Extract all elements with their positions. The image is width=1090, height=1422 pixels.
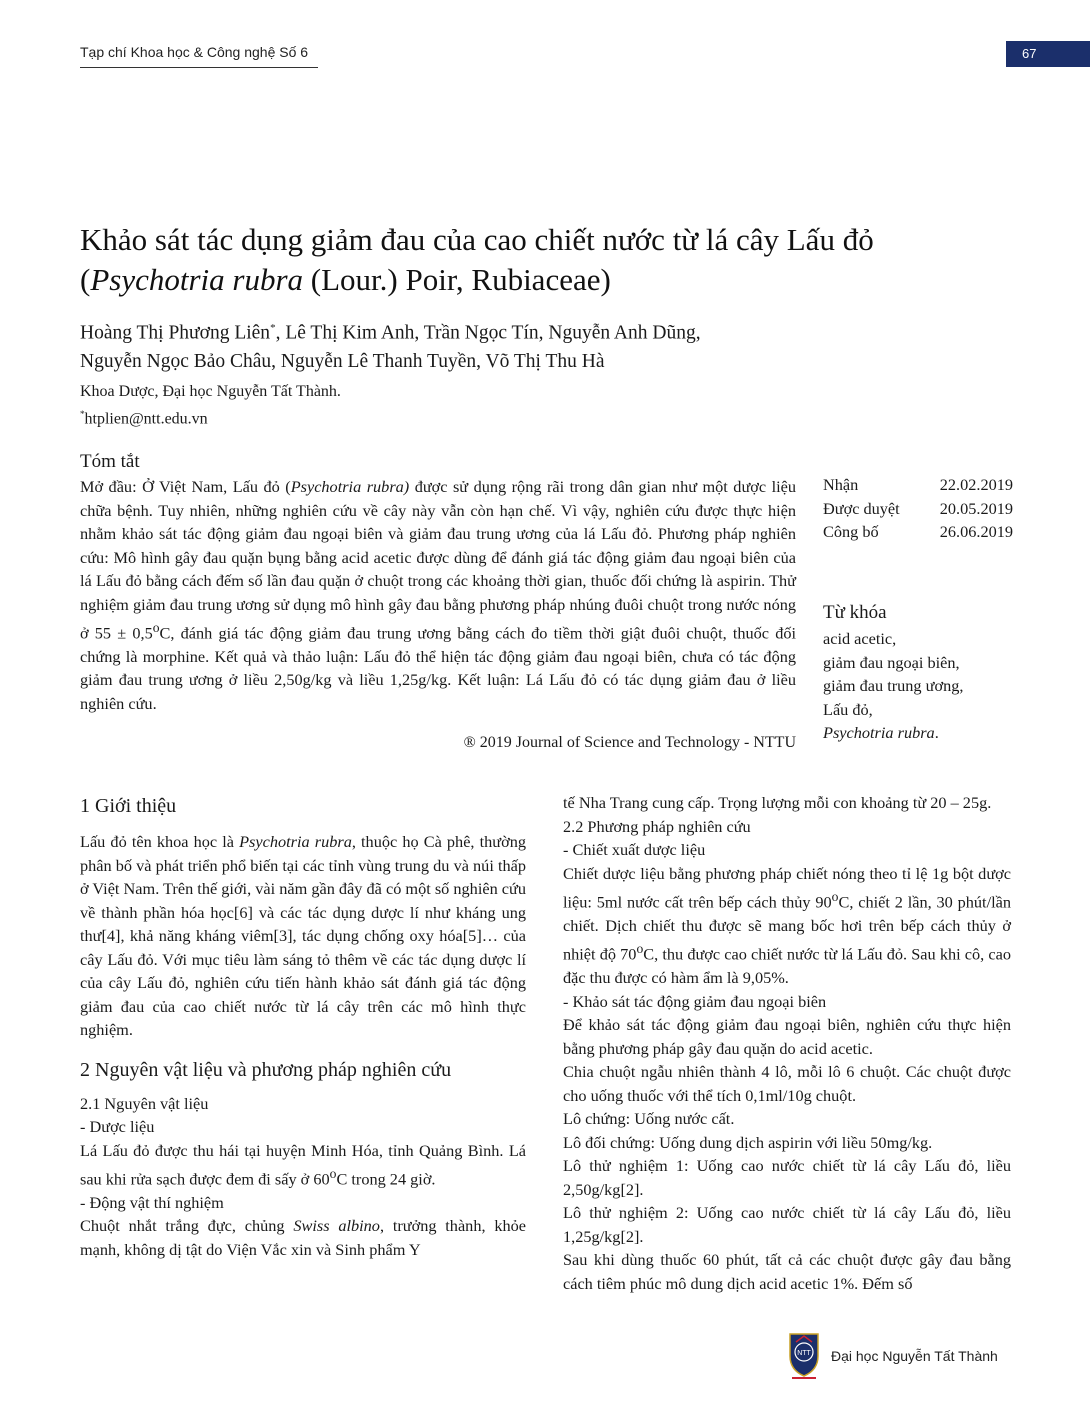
continued-paragraph: tế Nha Trang cung cấp. Trọng lượng mỗi con khoảng từ 20 – 25g. <box>563 793 992 812</box>
author-line-2: Nguyễn Ngọc Bảo Châu, Nguyễn Lê Thanh Tuyền, Võ Thị Thu Hà <box>80 350 605 372</box>
institution: Khoa Dược, Đại học Nguyễn Tất Thành. <box>80 383 341 400</box>
header-rule <box>80 67 318 68</box>
herb-paragraph: Lá Lấu đỏ được thu hái tại huyện Minh Hóa, tỉnh Quảng Bình. Lá sau khi rửa sạch được đem đi sấy ở 60$^o$C trong 24 giờ. <box>80 1140 526 1189</box>
extract-paragraph: Chiết dược liệu bằng phương pháp chiết nóng theo tỉ lệ 1g bột dược liệu: 5ml nước cất trên bếp cách thủy 90$^o$C, chiết 2 lần, 30 phút/lần chiết. Dịch chiết thu được sẽ mang bốc hơi trên bếp cách thủy ở nhiệt độ 70$^o$C, thu được cao chiết nước từ lá Lấu đỏ. Sau khi cô, cao đặc thu được có hàm ẩm là 9,05%. <box>563 863 1011 988</box>
list-item: - Khảo sát tác động giảm đau ngoại biên <box>563 991 827 1011</box>
section-heading-intro: 1 Giới thiệu <box>80 795 177 817</box>
procedure-paragraph: Sau khi dùng thuốc 60 phút, tất cả các chuột được gây đau bằng cách tiêm phúc mô dung dịch acid acetic 1%. Đếm số <box>563 1250 1011 1293</box>
article-title <box>80 220 1010 300</box>
author-list <box>80 314 980 376</box>
group-control: Lô chứng: Uống nước cất. <box>563 1109 735 1129</box>
university-logo-icon <box>784 1330 824 1380</box>
keywords-list <box>823 627 963 745</box>
left-column <box>80 792 526 1261</box>
keyword: Psychotria rubra. <box>823 723 939 742</box>
right-column <box>563 791 1011 1295</box>
keyword: giảm đau trung ương, <box>823 676 964 695</box>
groups-paragraph: Chia chuột ngẫu nhiên thành 4 lô, mỗi lô 6 chuột. Các chuột được cho uống thuốc với thể tích 0,1ml/10g chuột. <box>563 1062 1011 1105</box>
subsection-heading: 2.2 Phương pháp nghiên cứu <box>563 816 751 836</box>
abstract-heading: Tóm tắt <box>80 451 140 472</box>
date-received: Nhận 22.02.2019 <box>823 475 1013 494</box>
copyright-line: ® 2019 Journal of Science and Technology - NTTU <box>463 734 796 751</box>
date-published: Công bố 26.06.2019 <box>823 522 1013 541</box>
group-test-2: Lô thử nghiệm 2: Uống cao nước chiết từ lá cây Lấu đỏ, liều 1,25g/kg[2]. <box>563 1203 1011 1246</box>
survey-paragraph: Để khảo sát tác động giảm đau ngoại biên, nghiên cứu thực hiện bằng phương pháp gây đau quặn do acid acetic. <box>563 1015 1011 1058</box>
intro-paragraph: Lấu đỏ tên khoa học là Psychotria rubra, thuộc họ Cà phê, thường phân bố và phát triển phổ biến tại các tỉnh vùng trung du và núi thấp ở Việt Nam. Trên thế giới, vài năm gần đây đã có một số nghiên cứu về thành phần hóa học[6] và các tác dụng dược lí như kháng ung thư[4], khả năng kháng viêm[3], tác dụng chống oxy hóa[5]… của cây Lấu đỏ. Với mục tiêu làm sáng tỏ thêm về các tác dụng dược lí của cây Lấu đỏ, nghiên cứu tiến hành khảo sát đánh giá tác động giảm đau của cao chiết nước từ lá cây trên các mô hình thực nghiệm. <box>80 832 526 1039</box>
title-line-1: Khảo sát tác dụng giảm đau của cao chiết nước từ lá cây Lấu đỏ <box>80 222 874 257</box>
page-number: 67 <box>1006 41 1090 67</box>
list-item: - Động vật thí nghiệm <box>80 1192 224 1212</box>
group-reference: Lô đối chứng: Uống dung dịch aspirin với liều 50mg/kg. <box>563 1132 933 1152</box>
subsection-heading: 2.1 Nguyên vật liệu <box>80 1093 209 1113</box>
keyword: acid acetic, <box>823 629 897 648</box>
logo-text: NTT <box>797 1350 811 1357</box>
keyword: Lấu đỏ, <box>823 699 873 719</box>
journal-name: Tạp chí Khoa học & Công nghệ Số 6 <box>80 44 309 60</box>
title-species: Psychotria rubra <box>90 262 304 297</box>
abstract-species: Psychotria rubra) <box>290 477 410 496</box>
author-line-1: Hoàng Thị Phương Liên*, Lê Thị Kim Anh, Trần Ngọc Tín, Nguyễn Anh Dũng, <box>80 322 701 344</box>
abstract-body: Mở đầu: Ở Việt Nam, Lấu đỏ (Psychotria rubra) được sử dụng rộng rãi trong dân gian như một dược liệu chữa bệnh. Tuy nhiên, những nghiên cứu về cây này vẫn còn hạn chế. Vì vậy, nghiên cứu được thực hiện nhằm khảo sát tác động giảm đau ngoại biên và giảm đau trung ương của lá Lấu đỏ. Phương pháp nghiên cứu: Mô hình gây đau quặn bụng bằng acid acetic được dùng để đánh giá tác động giảm đau ngoại biên của lá Lấu đỏ bằng cách đếm số lần đau quặn ở chuột trong các khoảng thời gian, thuốc đối chứng là aspirin. Thử nghiệm giảm đau trung ương sử dụng mô hình gây đau bằng phương pháp nhúng đuôi chuột trong nước nóng ở $55 \pm 0,5^oC$, đánh giá tác động giảm đau trung ương bằng cách đo tiềm thời giật đuôi chuột, thuốc đối chứng là morphine. Kết quả và thảo luận: Lấu đỏ thể hiện tác động giảm đau ngoại biên, chưa có tác động giảm đau trung ương ở liều 2,50g/kg và liều 1,25g/kg. Kết luận: Lá Lấu đỏ có tác dụng giảm đau ở liều nghiên cứu. <box>80 477 797 713</box>
affiliation <box>80 380 341 430</box>
footer-university: Đại học Nguyễn Tất Thành <box>831 1348 998 1364</box>
list-item: - Dược liệu <box>80 1117 155 1136</box>
animal-paragraph: Chuột nhắt trắng đực, chủng Swiss albino, trưởng thành, khỏe mạnh, không dị tật do Viện Vắc xin và Sinh phẩm Y <box>80 1216 526 1259</box>
title-line-2: (Psychotria rubra (Lour.) Poir, Rubiaceae) <box>80 262 611 297</box>
keywords-heading: Từ khóa <box>823 602 887 623</box>
section-heading-methods: 2 Nguyên vật liệu và phương pháp nghiên cứu <box>80 1058 452 1081</box>
list-item: - Chiết xuất dược liệu <box>563 840 706 859</box>
article-dates <box>823 473 1013 544</box>
date-accepted: Được duyệt 20.05.2019 <box>823 498 1013 518</box>
corresponding-email: *htplien@ntt.edu.vn <box>80 409 208 428</box>
keyword: giảm đau ngoại biên, <box>823 652 960 672</box>
group-test-1: Lô thử nghiệm 1: Uống cao nước chiết từ lá cây Lấu đỏ, liều 2,50g/kg[2]. <box>563 1156 1011 1199</box>
